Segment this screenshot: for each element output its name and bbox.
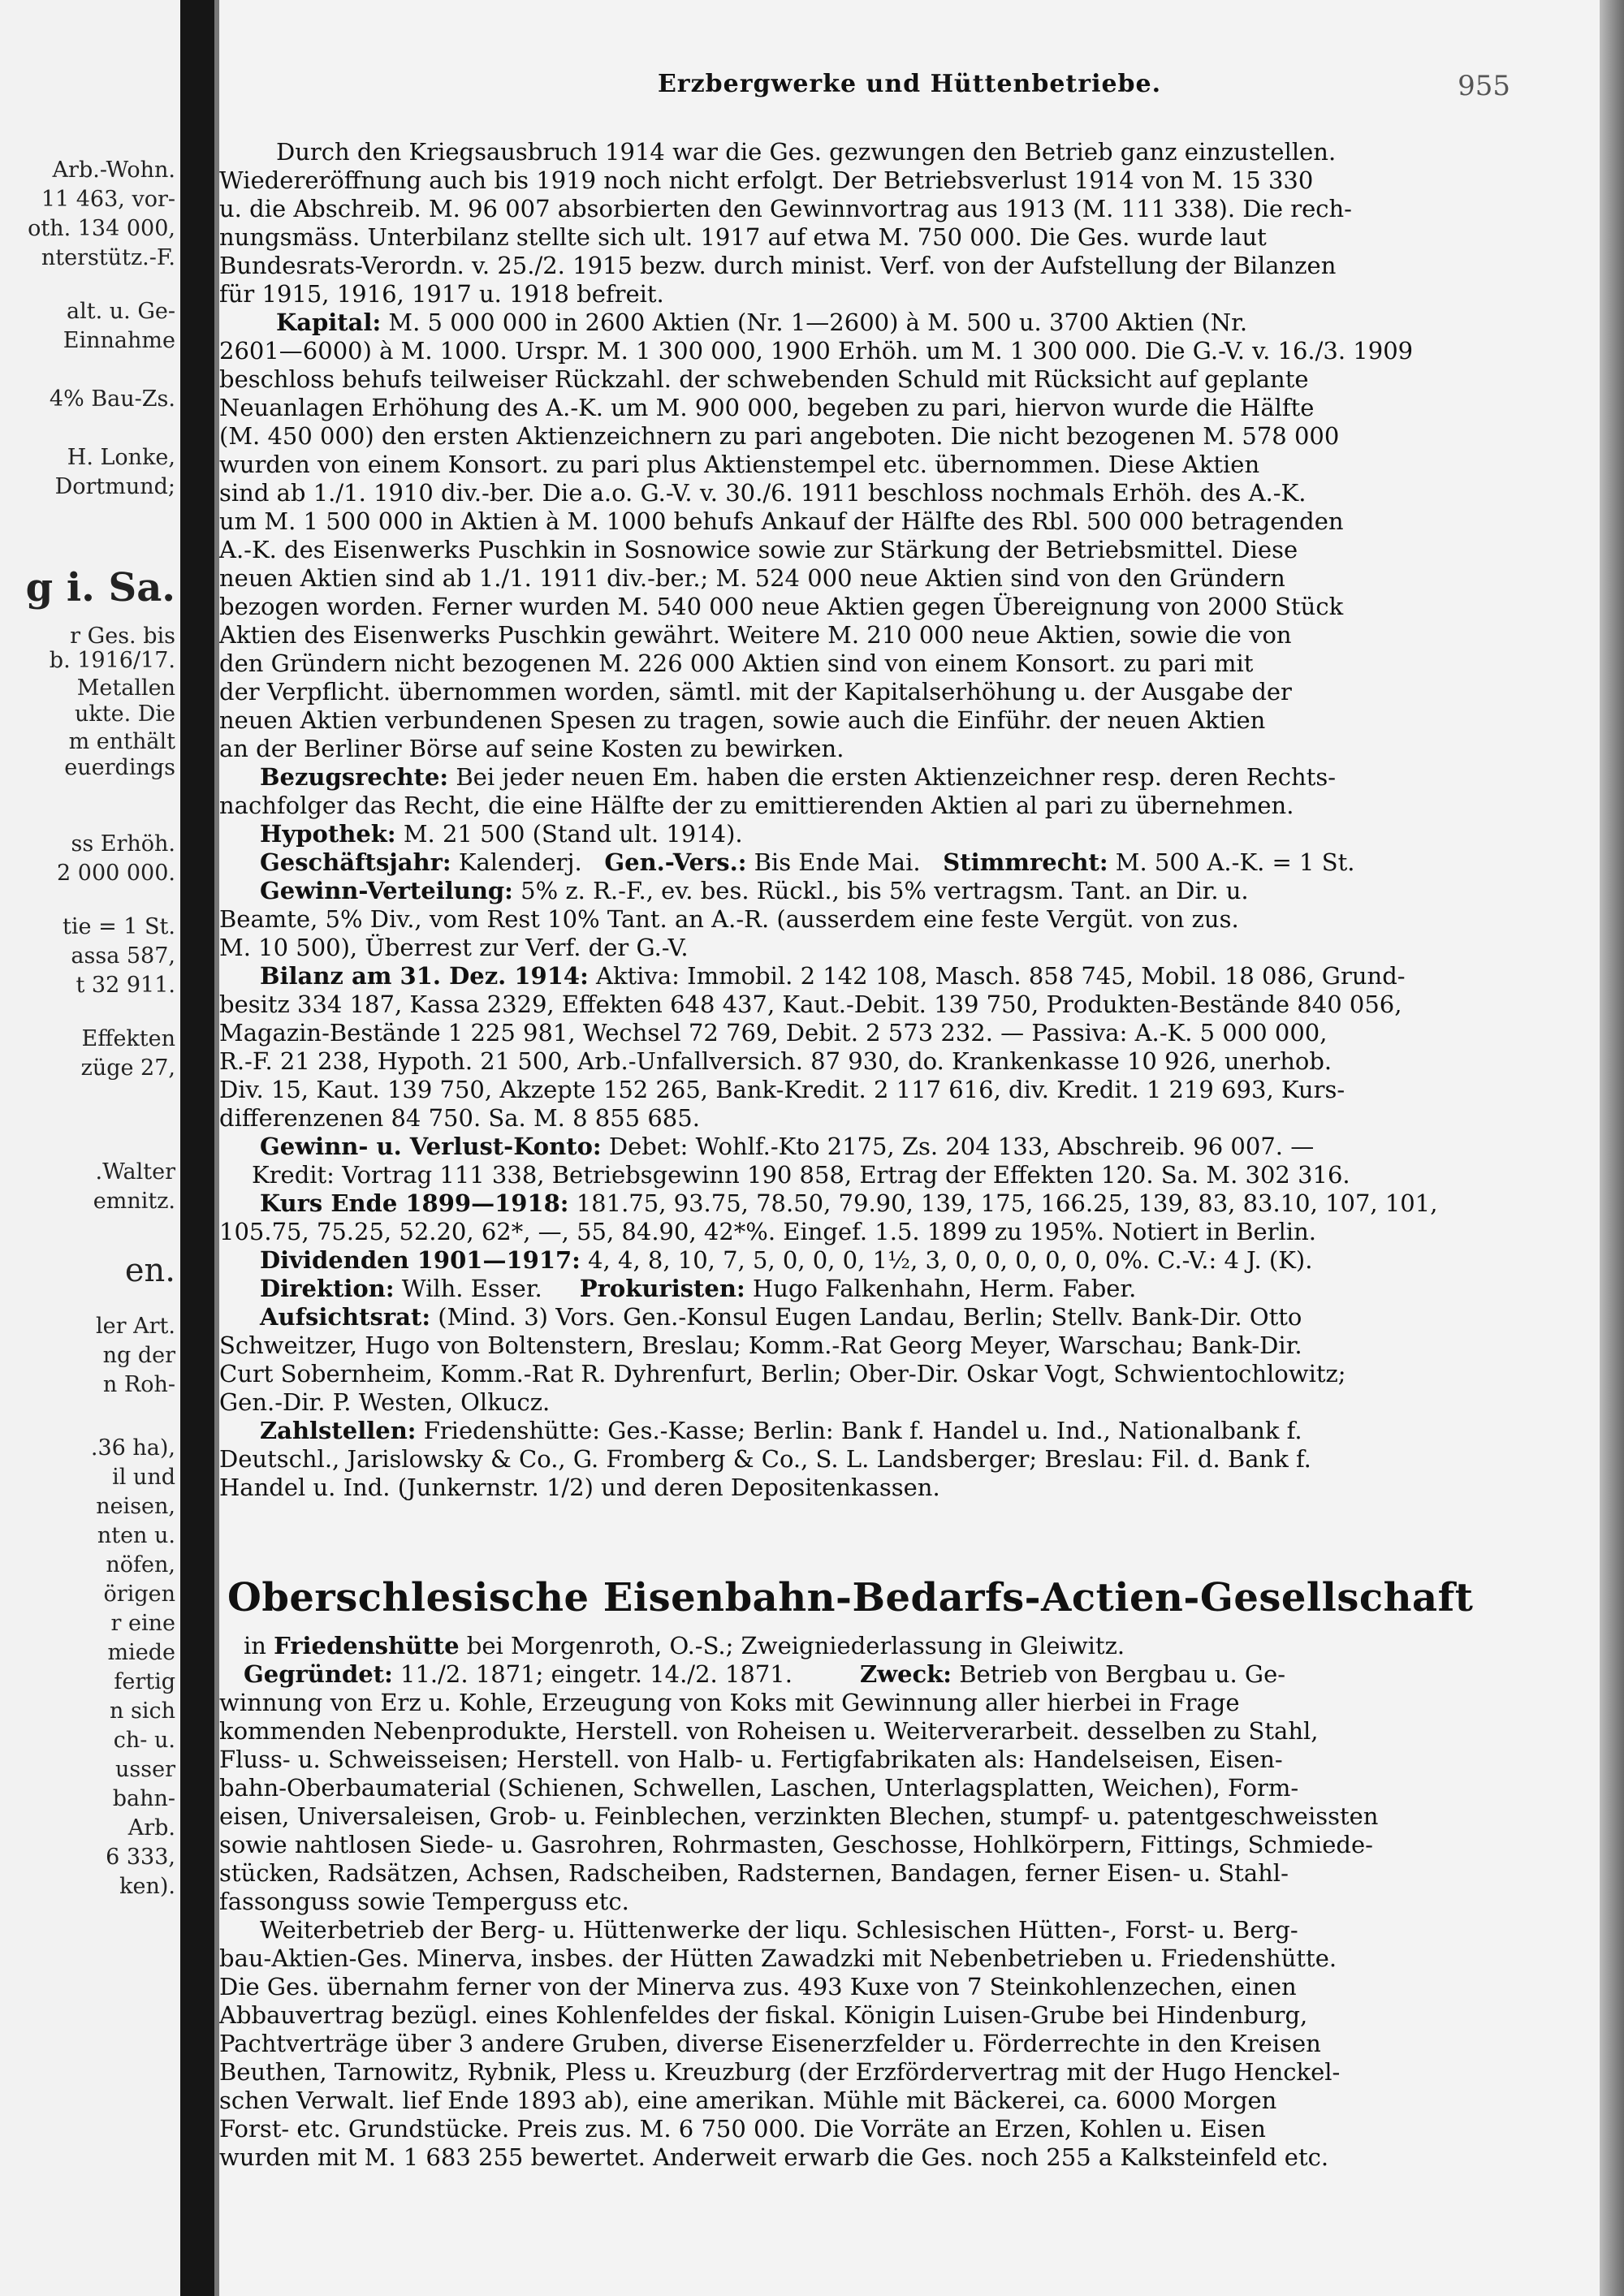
hypothek-label: Hypothek: — [260, 820, 396, 848]
previous-page-fragment: nten u. — [97, 1523, 175, 1548]
previous-page-fragment: 6 333, — [106, 1845, 175, 1870]
kapital-text: M. 5 000 000 in 2600 Aktien (Nr. 1—2600) à M. 500 u. 3700 Aktien (Nr. — [388, 309, 1248, 336]
guv-text: Debet: Wohlf.-Kto 2175, Zs. 204 133, Abschreib. 96 007. — — [608, 1133, 1315, 1160]
geschaeftsjahr-text: Kalenderj. — [458, 848, 582, 876]
direktion-label: Direktion: — [260, 1275, 395, 1302]
genvers-text: Bis Ende Mai. — [754, 848, 921, 876]
zweck-line: stücken, Radsätzen, Achsen, Radscheiben, Radsternen, Bandagen, ferner Eisen- u. Stahl- — [219, 1859, 1289, 1887]
previous-page-fragment: m enthält — [68, 729, 175, 754]
zahlstellen-line — [260, 1417, 1302, 1444]
aufsichtsrat-label: Aufsichtsrat: — [260, 1303, 431, 1331]
previous-page-fragment: Arb.-Wohn. — [52, 158, 175, 183]
entry1-paragraph-line: Durch den Kriegsausbruch 1914 war die Ges. gezwungen den Betrieb ganz einzustellen. — [276, 138, 1337, 166]
gewinn-line: M. 10 500), Überrest zur Verf. der G.-V. — [219, 934, 689, 961]
previous-page-fragment: züge 27, — [80, 1055, 175, 1081]
previous-page-fragment: ng der — [102, 1343, 175, 1368]
bezugsrechte-line — [260, 763, 1336, 791]
weiterbetrieb-line: Beuthen, Tarnowitz, Rybnik, Pless u. Kreuzburg (der Erzfördervertrag mit der Hugo Henckel- — [219, 2058, 1341, 2086]
previous-page-fragment: oth. 134 000, — [28, 216, 175, 241]
gewinn-label: Gewinn-Verteilung: — [260, 877, 513, 904]
company-title: Oberschlesische Eisenbahn-Bedarfs-Actien-Gesellschaft — [227, 1575, 1474, 1621]
previous-page-fragment: .36 ha), — [90, 1435, 175, 1461]
kapital-line: neuen Aktien verbundenen Spesen zu tragen, sowie auch die Einführ. der neuen Aktien — [219, 706, 1266, 734]
kapital-line: beschloss behufs teilweiser Rückzahl. der schwebenden Schuld mit Rücksicht auf geplante — [219, 365, 1309, 393]
gewinn-text: 5% z. R.-F., ev. bes. Rückl., bis 5% vertragsm. Tant. an Dir. u. — [520, 877, 1249, 904]
prokuristen-label: Prokuristen: — [579, 1275, 745, 1302]
kapital-line: neuen Aktien sind ab 1./1. 1911 div.-ber.; M. 524 000 neue Aktien sind von den Gründern — [219, 564, 1285, 592]
aufsichtsrat-line: Gen.-Dir. P. Westen, Olkucz. — [219, 1388, 551, 1416]
bilanz-line: Div. 15, Kaut. 139 750, Akzepte 152 265, Bank-Kredit. 2 117 616, div. Kredit. 1 219 693, Kurs- — [219, 1076, 1345, 1103]
previous-page-fragment: usser — [115, 1757, 175, 1782]
previous-page-fragment: euerdings — [64, 755, 175, 780]
aufsichtsrat-line: Curt Sobernheim, Komm.-Rat R. Dyhrenfurt, Berlin; Ober-Dir. Oskar Vogt, Schwientochlowitz; — [219, 1360, 1346, 1388]
previous-page-fragment: tie = 1 St. — [63, 914, 175, 939]
bilanz-line: Magazin-Bestände 1 225 981, Wechsel 72 769, Debit. 2 573 232. — Passiva: A.-K. 5 000 000, — [219, 1019, 1328, 1047]
dividenden-label: Dividenden 1901—1917: — [260, 1246, 581, 1274]
genvers-label: Gen.-Vers.: — [604, 848, 747, 876]
prokuristen-text: Hugo Falkenhahn, Herm. Faber. — [752, 1275, 1137, 1302]
kapital-line: A.-K. des Eisenwerks Puschkin in Sosnowice sowie zur Stärkung der Betriebsmittel. Diese — [219, 536, 1298, 563]
previous-page-fragment: miede — [107, 1640, 175, 1665]
previous-page-fragment: t 32 911. — [76, 973, 175, 998]
kapital-line: der Verpflicht. übernommen worden, sämtl. mit der Kapitalserhöhung u. der Ausgabe der — [219, 678, 1292, 706]
zweck-line: Fluss- u. Schweisseisen; Herstell. von Halb- u. Fertigfabrikaten als: Handelseisen, Eisen- — [219, 1746, 1283, 1773]
hypothek-line — [260, 820, 743, 848]
previous-page-fragment: en. — [124, 1252, 175, 1289]
bilanz-text: Aktiva: Immobil. 2 142 108, Masch. 858 745, Mobil. 18 086, Grund- — [596, 962, 1406, 990]
previous-page-fragment: b. 1916/17. — [49, 648, 175, 673]
gegruendet-line — [244, 1660, 1285, 1688]
zahlstellen-text: Friedenshütte: Ges.-Kasse; Berlin: Bank f. Handel u. Ind., Nationalbank f. — [423, 1417, 1302, 1444]
previous-page-edge — [0, 0, 180, 2296]
previous-page-fragment: 2 000 000. — [57, 861, 175, 886]
previous-page-fragment: örigen — [103, 1582, 175, 1607]
zahlstellen-line: Deutschl., Jarislowsky & Co., G. Fromberg & Co., S. L. Landsberger; Breslau: Fil. d. Bank f. — [219, 1445, 1311, 1473]
stimmrecht-label: Stimmrecht: — [943, 848, 1108, 876]
previous-page-fragment: g i. Sa. — [25, 565, 175, 611]
kapital-line: sind ab 1./1. 1910 div.-ber. Die a.o. G.-V. v. 30./6. 1911 beschloss nochmals Erhöh. des A.-K. — [219, 479, 1307, 507]
location-line — [244, 1632, 1125, 1659]
zweck-line: bahn-Oberbaumaterial (Schienen, Schwellen, Laschen, Unterlagsplatten, Weichen), Form- — [219, 1774, 1299, 1802]
bezugsrechte-label: Bezugsrechte: — [260, 763, 449, 791]
geschaeftsjahr-line — [260, 848, 1354, 876]
kapital-line: um M. 1 500 000 in Aktien à M. 1000 behufs Ankauf der Hälfte des Rbl. 500 000 betragenden — [219, 507, 1344, 535]
page-header — [219, 70, 1600, 102]
kapital-line — [276, 309, 1247, 336]
location-prefix: in — [244, 1632, 266, 1659]
kapital-line: an der Berliner Börse auf seine Kosten zu bewirken. — [219, 735, 844, 762]
previous-page-fragment: H. Lonke, — [67, 445, 175, 470]
bilanz-line: besitz 334 187, Kassa 2329, Effekten 648 437, Kaut.-Debit. 139 750, Produkten-Bestände 840 056, — [219, 990, 1402, 1018]
hypothek-text: M. 21 500 (Stand ult. 1914). — [403, 820, 743, 848]
previous-page-fragment: 4% Bau-Zs. — [49, 386, 175, 412]
bilanz-label: Bilanz am 31. Dez. 1914: — [260, 962, 589, 990]
gegruendet-text: 11./2. 1871; eingetr. 14./2. 1871. — [400, 1660, 793, 1688]
previous-page-fragment: Metallen — [76, 675, 175, 701]
gewinn-line — [260, 877, 1249, 904]
guv-line — [260, 1133, 1314, 1160]
previous-page-fragment: r eine — [110, 1611, 175, 1636]
weiterbetrieb-line: Weiterbetrieb der Berg- u. Hüttenwerke der liqu. Schlesischen Hütten-, Forst- u. Berg- — [260, 1916, 1298, 1944]
kapital-line: den Gründern nicht bezogenen M. 226 000 Aktien sind von einem Konsort. zu pari mit — [219, 650, 1254, 677]
gegruendet-label: Gegründet: — [244, 1660, 393, 1688]
bilanz-line: differenzenen 84 750. Sa. M. 8 855 685. — [219, 1104, 700, 1132]
kurs-text: 181.75, 93.75, 78.50, 79.90, 139, 175, 166.25, 139, 83, 83.10, 107, 101, — [576, 1189, 1438, 1217]
kapital-line: bezogen worden. Ferner wurden M. 540 000 neue Aktien gegen Übereignung von 2000 Stück — [219, 593, 1344, 620]
entry1-paragraph-line: u. die Abschreib. M. 96 007 absorbierten den Gewinnvortrag aus 1913 (M. 111 338). Die rech- — [219, 195, 1352, 222]
aufsichtsrat-line: Schweitzer, Hugo von Boltenstern, Breslau; Komm.-Rat Georg Meyer, Warschau; Bank-Dir. — [219, 1331, 1302, 1359]
bezugsrechte-line: nachfolger das Recht, die eine Hälfte der zu emittierenden Aktien al pari zu übernehmen. — [219, 792, 1294, 819]
previous-page-fragment: Einnahme — [63, 328, 175, 353]
previous-page-fragment: il und — [112, 1465, 175, 1490]
previous-page-fragment: assa 587, — [71, 943, 175, 969]
dividenden-line — [260, 1246, 1312, 1274]
previous-page-fragment: 11 463, vor- — [41, 187, 175, 212]
weiterbetrieb-line: bau-Aktien-Ges. Minerva, insbes. der Hütten Zawadzki mit Nebenbetrieben u. Friedenshütte. — [219, 1944, 1337, 1972]
previous-page-fragment: n Roh- — [102, 1372, 175, 1397]
previous-page-fragment: bahn- — [112, 1786, 175, 1811]
stimmrecht-text: M. 500 A.-K. = 1 St. — [1115, 848, 1355, 876]
previous-page-fragment: fertig — [114, 1669, 175, 1694]
weiterbetrieb-line: wurden mit M. 1 683 255 bewertet. Anderweit erwarb die Ges. noch 255 a Kalksteinfeld etc. — [219, 2143, 1329, 2171]
page-edge-shadow — [1600, 0, 1624, 2296]
previous-page-fragment: nöfen, — [106, 1552, 175, 1577]
weiterbetrieb-line: Die Ges. übernahm ferner von der Minerva zus. 493 Kuxe von 7 Steinkohlenzechen, einen — [219, 1973, 1297, 2000]
previous-page-fragment: nterstütz.-F. — [41, 245, 175, 270]
direktion-line — [260, 1275, 1136, 1302]
gewinn-line: Beamte, 5% Div., vom Rest 10% Tant. an A.-R. (ausserdem eine feste Vergüt. von zus. — [219, 905, 1239, 933]
zahlstellen-line: Handel u. Ind. (Junkernstr. 1/2) und deren Depositenkassen. — [219, 1474, 940, 1501]
kapital-line: 2601—6000) à M. 1000. Urspr. M. 1 300 000, 1900 Erhöh. um M. 1 300 000. Die G.-V. v. 16./3. 1909 — [219, 337, 1414, 365]
geschaeftsjahr-label: Geschäftsjahr: — [260, 848, 451, 876]
bezugsrechte-text: Bei jeder neuen Em. haben die ersten Aktienzeichner resp. deren Rechts- — [456, 763, 1337, 791]
dividenden-text: 4, 4, 8, 10, 7, 5, 0, 0, 0, 1½, 3, 0, 0, 0, 0, 0, 0%. C.-V.: 4 J. (K). — [588, 1246, 1313, 1274]
previous-page-fragment: ken). — [119, 1874, 175, 1899]
zweck-line: kommenden Nebenprodukte, Herstell. von Roheisen u. Weiterverarbeit. desselben zu Stahl, — [219, 1717, 1319, 1745]
page — [219, 0, 1600, 2296]
kurs-label: Kurs Ende 1899—1918: — [260, 1189, 569, 1217]
zweck-line: eisen, Universaleisen, Grob- u. Feinblechen, verzinkten Blechen, stumpf- u. patentgeschweissten — [219, 1802, 1379, 1830]
entry1-paragraph-line: Wiedereröffnung auch bis 1919 noch nicht erfolgt. Der Betriebsverlust 1914 von M. 15 330 — [219, 166, 1314, 194]
zweck-label: Zweck: — [859, 1660, 952, 1688]
kapital-line: (M. 450 000) den ersten Aktienzeichnern zu pari angeboten. Die nicht bezogenen M. 578 000 — [219, 422, 1340, 450]
previous-page-fragment: emnitz. — [93, 1189, 175, 1214]
zweck-first: Betrieb von Bergbau u. Ge- — [959, 1660, 1286, 1688]
zahlstellen-label: Zahlstellen: — [260, 1417, 417, 1444]
zweck-line: winnung von Erz u. Kohle, Erzeugung von Koks mit Gewinnung aller hierbei in Frage — [219, 1689, 1240, 1716]
guv-label: Gewinn- u. Verlust-Konto: — [260, 1133, 602, 1160]
location-bold: Friedenshütte — [274, 1632, 460, 1659]
previous-page-fragment: ss Erhöh. — [71, 831, 175, 857]
aufsichtsrat-line — [260, 1303, 1302, 1331]
bilanz-line — [260, 962, 1406, 990]
guv-line: Kredit: Vortrag 111 338, Betriebsgewinn 190 858, Ertrag der Effekten 120. Sa. M. 302 316. — [252, 1161, 1350, 1189]
previous-page-fragment: .Walter — [95, 1159, 175, 1185]
previous-page-fragment: Arb. — [127, 1815, 175, 1841]
kapital-label: Kapital: — [276, 309, 382, 336]
zweck-line: sowie nahtlosen Siede- u. Gasrohren, Rohrmasten, Geschosse, Hohlkörpern, Fittings, Schmiede- — [219, 1831, 1373, 1858]
previous-page-fragment: r Ges. bis — [70, 624, 175, 649]
weiterbetrieb-line: schen Verwalt. lief Ende 1893 ab), eine amerikan. Mühle mit Bäckerei, ca. 6000 Morgen — [219, 2087, 1277, 2114]
entry1-paragraph-line: nungsmäss. Unterbilanz stellte sich ult. 1917 auf etwa M. 750 000. Die Ges. wurde laut — [219, 223, 1267, 251]
kurs-line — [260, 1189, 1437, 1217]
weiterbetrieb-line: Pachtverträge über 3 andere Gruben, diverse Eisenerzfelder u. Förderrechte in den Kreisen — [219, 2030, 1321, 2057]
page-header-title: Erzbergwerke und Hüttenbetriebe. — [657, 70, 1162, 98]
zweck-line: fassonguss sowie Temperguss etc. — [219, 1888, 629, 1915]
aufsichtsrat-text: (Mind. 3) Vors. Gen.-Konsul Eugen Landau, Berlin; Stellv. Bank-Dir. Otto — [438, 1303, 1302, 1331]
previous-page-fragment: Dortmund; — [54, 474, 175, 499]
entry1-paragraph-line: Bundesrats-Verordn. v. 25./2. 1915 bezw. durch minist. Verf. von der Aufstellung der Bilanzen — [219, 252, 1337, 279]
weiterbetrieb-line: Forst- etc. Grundstücke. Preis zus. M. 6 750 000. Die Vorräte an Erzen, Kohlen u. Eisen — [219, 2115, 1266, 2143]
previous-page-fragment: ukte. Die — [74, 701, 175, 727]
previous-page-fragment: ler Art. — [96, 1314, 175, 1339]
book-spine — [180, 0, 214, 2296]
previous-page-fragment: Effekten — [81, 1026, 175, 1051]
kapital-line: Aktien des Eisenwerks Puschkin gewährt. Weitere M. 210 000 neue Aktien, sowie die von — [219, 621, 1292, 649]
previous-page-fragment: ch- u. — [113, 1728, 175, 1753]
kapital-line: Neuanlagen Erhöhung des A.-K. um M. 900 000, begeben zu pari, hiervon wurde die Hälfte — [219, 394, 1315, 421]
kapital-line: wurden von einem Konsort. zu pari plus Aktienstempel etc. übernommen. Diese Aktien — [219, 451, 1260, 478]
previous-page-fragment: neisen, — [96, 1494, 175, 1519]
previous-page-fragment: n sich — [110, 1698, 175, 1724]
weiterbetrieb-line: Abbauvertrag bezügl. eines Kohlenfeldes der fiskal. Königin Luisen-Grube bei Hindenburg, — [219, 2001, 1308, 2029]
location-rest: bei Morgenroth, O.-S.; Zweigniederlassung in Gleiwitz. — [466, 1632, 1125, 1659]
bilanz-line: R.-F. 21 238, Hypoth. 21 500, Arb.-Unfallversich. 87 930, do. Krankenkasse 10 926, unerhob. — [219, 1047, 1332, 1075]
entry1-paragraph-line: für 1915, 1916, 1917 u. 1918 befreit. — [219, 280, 664, 308]
page-number: 955 — [1458, 70, 1510, 102]
direktion-text: Wilh. Esser. — [401, 1275, 542, 1302]
kurs-line: 105.75, 75.25, 52.20, 62*, —, 55, 84.90, 42*%. Eingef. 1.5. 1899 zu 195%. Notiert in Berlin. — [219, 1218, 1316, 1245]
previous-page-fragment: alt. u. Ge- — [67, 299, 175, 324]
